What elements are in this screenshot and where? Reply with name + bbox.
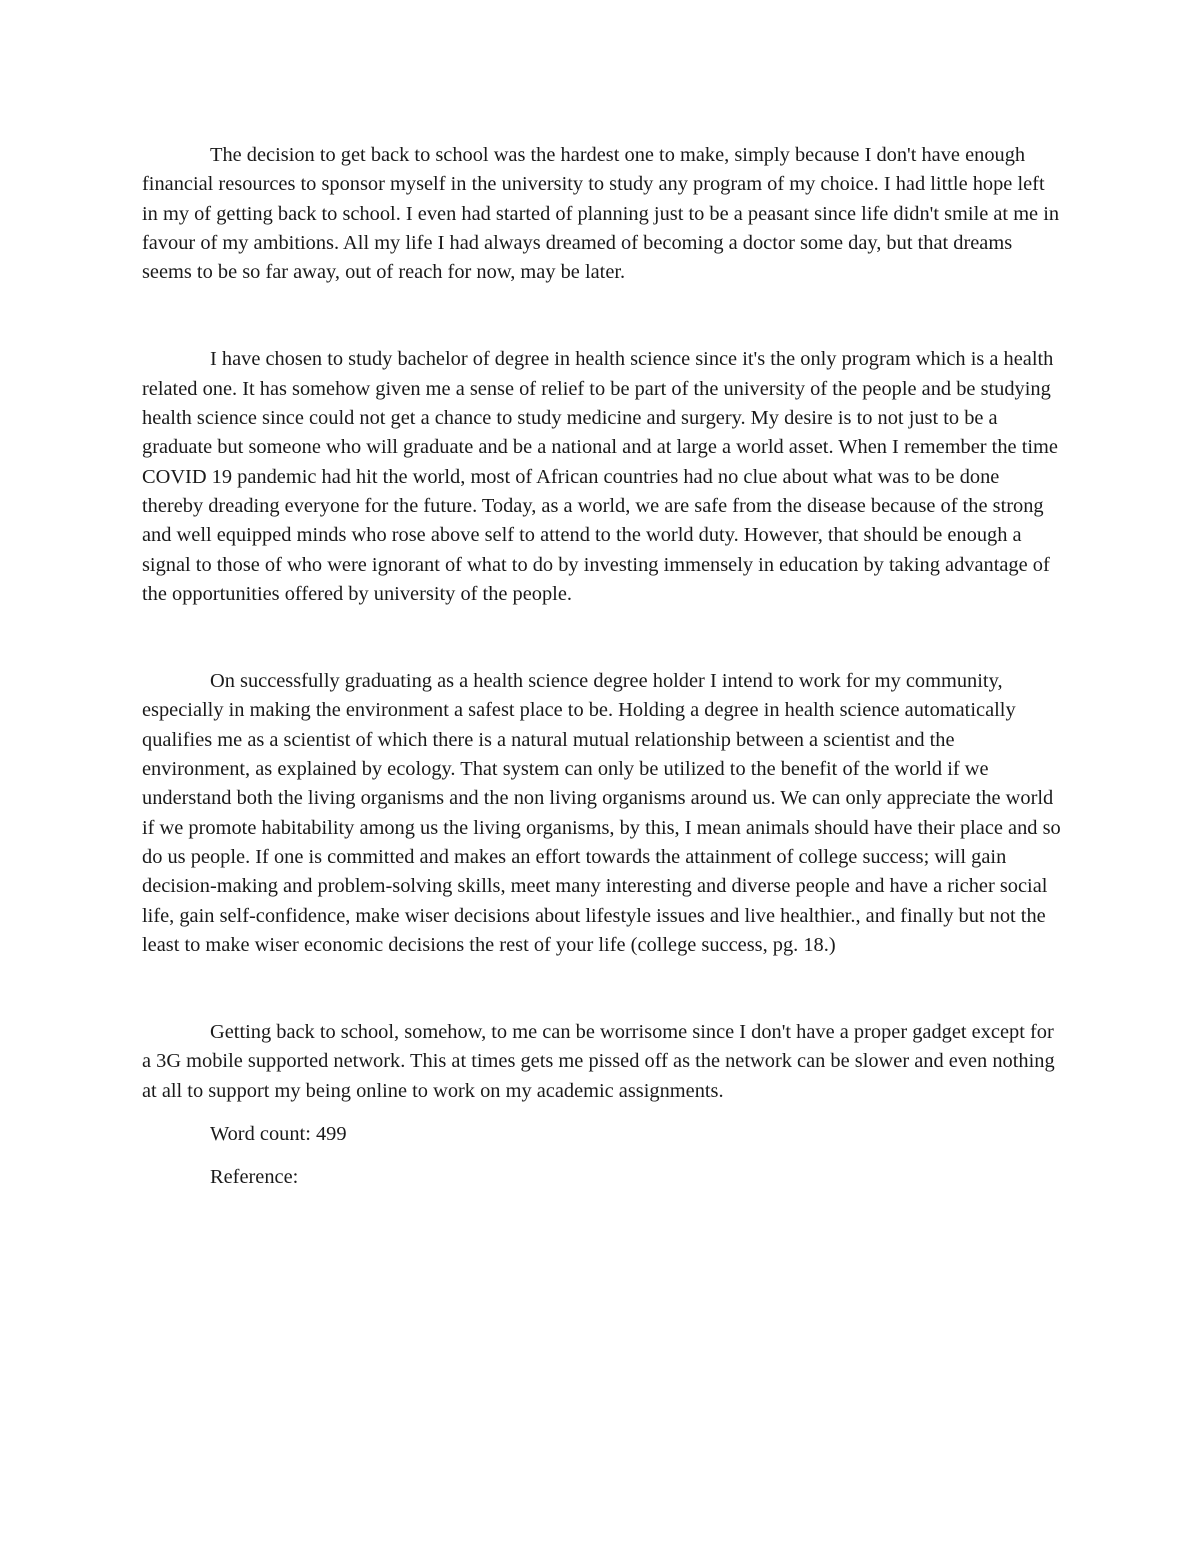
reference-label: Reference: (210, 1166, 299, 1189)
paragraph-program-choice: I have chosen to study bachelor of degree in health science since it's the only program which is a health related one. It has somehow given me a sense of relief to be part of the university of the people and be studying health science since could not get a chance to study medicine and surgery. My desire is to not just to be a graduate but someone who will graduate and be a national and at large a world asset. When I remember the time COVID 19 pandemic had hit the world, most of African countries had no clue about what was to be done thereby dreading everyone for the future. Today, as a world, we are safe from the disease because of the strong and well equipped minds who rose above self to attend to the world duty. However, that should be enough a signal to those of who were ignorant of what to do by investing immensely in education by taking advantage of the opportunities offered by university of the people. (142, 348, 1058, 605)
paragraph-graduation-goals: On successfully graduating as a health science degree holder I intend to work for my community, especially in making the environment a safest place to be. Holding a degree in health science automatically qualifies me as a scientist of which there is a natural mutual relationship between a scientist and the environment, as explained by ecology. That system can only be utilized to the benefit of the world if we understand both the living organisms and the non living organisms around us. We can only appreciate the world if we promote habitability among us the living organisms, by this, I mean animals should have their place and so do us people. If one is committed and makes an effort towards the attainment of college success; will gain decision-making and problem-solving skills, meet many interesting and diverse people and have a richer social life, gain self-confidence, make wiser decisions about lifestyle issues and live healthier., and finally but not the least to make wiser economic decisions the rest of your life (college success, pg. 18.) (142, 670, 1061, 956)
document-body (142, 141, 1062, 1193)
paragraph-intro: The decision to get back to school was the hardest one to make, simply because I don't have enough financial resources to sponsor myself in the university to study any program of my choice. I had little hope left in my of getting back to school. I even had started of planning just to be a peasant since life didn't smile at me in favour of my ambitions. All my life I had always dreamed of becoming a doctor some day, but that dreams seems to be so far away, out of reach for now, may be later. (142, 144, 1060, 284)
paragraph-spacer (142, 1149, 1062, 1163)
paragraph-challenges: Getting back to school, somehow, to me can be worrisome since I don't have a proper gadget except for a 3G mobile supported network. This at times gets me pissed off as the network can be slower and even nothing at all to support my being online to work on my academic assignments. (142, 1021, 1055, 1102)
paragraph-spacer (142, 287, 1062, 345)
paragraph-spacer (142, 1106, 1062, 1120)
word-count: Word count: 499 (210, 1123, 347, 1146)
paragraph-spacer (142, 960, 1062, 1018)
paragraph-spacer (142, 609, 1062, 667)
